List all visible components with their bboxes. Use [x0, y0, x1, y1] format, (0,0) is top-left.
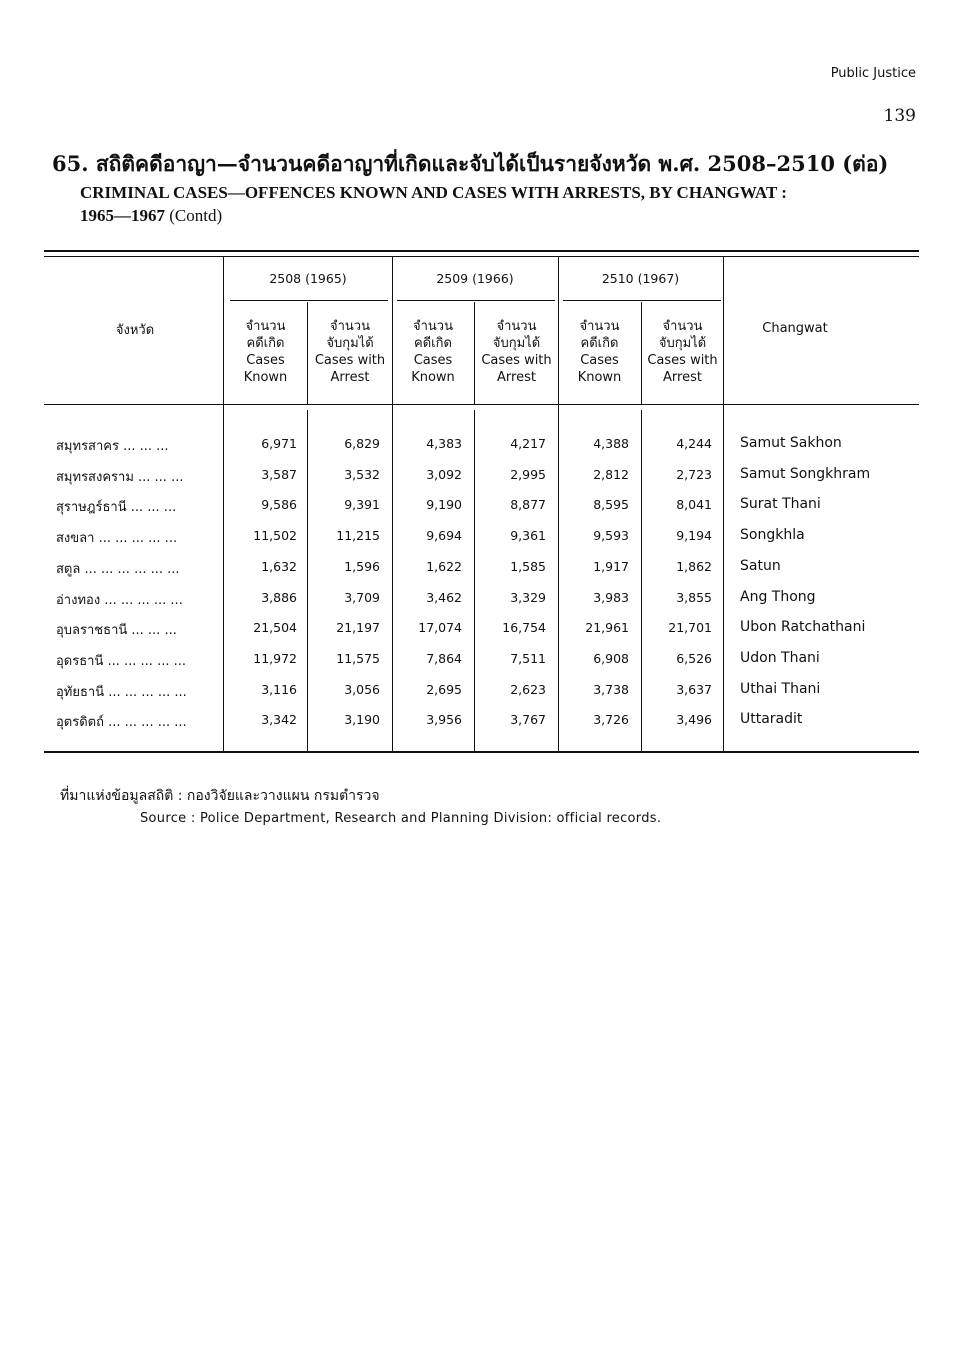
value-cell: 4,388	[593, 436, 629, 451]
header-known-en-2: Known	[411, 370, 455, 385]
value-cell: 3,956	[426, 712, 462, 727]
header-arrest-en-1: Cases with	[481, 353, 552, 368]
value-cell: 2,623	[510, 682, 546, 697]
value-cell: 6,908	[593, 651, 629, 666]
province-thai: อุบลราชธานี ... ... ...	[56, 623, 177, 638]
value-cell: 6,526	[676, 651, 712, 666]
value-cell: 3,983	[593, 590, 629, 605]
header-arrest-thai-2: จับกุมได้	[326, 336, 374, 351]
province-thai: อุทัยธานี ... ... ... ... ...	[56, 685, 187, 700]
title-english-years: 1965—1967	[80, 206, 165, 225]
province-english: Surat Thani	[740, 496, 821, 512]
value-cell: 9,361	[510, 528, 546, 543]
province-english: Udon Thani	[740, 650, 820, 666]
value-cell: 8,877	[510, 497, 546, 512]
value-cell: 11,215	[336, 528, 380, 543]
value-cell: 3,738	[593, 682, 629, 697]
province-english: Ubon Ratchathani	[740, 619, 866, 635]
header-year-2509: 2509 (1966)	[436, 271, 514, 286]
value-cell: 1,596	[344, 559, 380, 574]
value-cell: 17,074	[418, 620, 462, 635]
value-cell: 3,462	[426, 590, 462, 605]
value-cell: 9,593	[593, 528, 629, 543]
header-province-en: Changwat	[762, 321, 828, 336]
province-thai: อุตรดิตถ์ ... ... ... ... ...	[56, 715, 187, 730]
header-arrest-en-1: Cases with	[314, 353, 386, 368]
header-known-thai-1: จำนวน	[579, 319, 620, 334]
header-year-2508: 2508 (1965)	[269, 271, 347, 286]
header-cases-known	[224, 318, 307, 386]
value-cell: 11,502	[253, 528, 297, 543]
province-english: Songkhla	[740, 527, 805, 543]
header-bottom-rule	[44, 404, 919, 405]
header-arrest-thai-1: จำนวน	[330, 319, 370, 334]
value-cell: 9,194	[676, 528, 712, 543]
province-thai: สมุทรสงคราม ... ... ...	[56, 470, 184, 485]
title-english-line1: CRIMINAL CASES—OFFENCES KNOWN AND CASES WITH ARRESTS, BY CHANGWAT :	[80, 183, 787, 202]
header-known-en-1: Cases	[246, 353, 285, 368]
header-known-thai-2: คดีเกิด	[246, 336, 285, 351]
value-cell: 3,496	[676, 712, 712, 727]
value-cell: 9,190	[426, 497, 462, 512]
value-cell: 1,632	[261, 559, 297, 574]
header-known-en-1: Cases	[413, 353, 453, 368]
header-cases-arrest	[642, 318, 723, 386]
source-thai: ที่มาแห่งข้อมูลสถิติ : กองวิจัยและวางแผน กรมตำรวจ	[60, 788, 380, 804]
header-arrest-thai-2: จับกุมได้	[658, 336, 707, 351]
value-cell: 8,041	[676, 497, 712, 512]
value-cell: 6,971	[261, 436, 297, 451]
value-cell: 21,197	[336, 620, 380, 635]
year-rule-2	[397, 300, 555, 301]
header-cases-known	[558, 318, 641, 386]
value-cell: 1,622	[426, 559, 462, 574]
value-cell: 9,391	[344, 497, 380, 512]
province-english: Samut Sakhon	[740, 435, 842, 451]
source-english: Source : Police Department, Research and Planning Division: official records.	[140, 811, 662, 826]
province-thai: อ่างทอง ... ... ... ... ...	[56, 593, 183, 608]
province-english: Satun	[740, 558, 781, 574]
value-cell: 3,587	[261, 467, 297, 482]
value-cell: 7,864	[426, 651, 462, 666]
table-title-english	[80, 181, 900, 227]
value-cell: 9,694	[426, 528, 462, 543]
sub-column-divider	[474, 410, 475, 752]
header-known-thai-1: จำนวน	[413, 319, 453, 334]
header-arrest-thai-1: จำนวน	[662, 319, 703, 334]
value-cell: 4,383	[426, 436, 462, 451]
value-cell: 3,532	[344, 467, 380, 482]
header-arrest-en-1: Cases with	[647, 353, 718, 368]
value-cell: 2,723	[676, 467, 712, 482]
header-year-2510: 2510 (1967)	[601, 271, 680, 286]
year-rule-1	[230, 300, 388, 301]
province-english: Uttaradit	[740, 711, 803, 727]
value-cell: 4,244	[676, 436, 712, 451]
value-cell: 3,855	[676, 590, 712, 605]
header-known-thai-1: จำนวน	[245, 319, 286, 334]
value-cell: 4,217	[510, 436, 546, 451]
value-cell: 11,575	[336, 651, 380, 666]
value-cell: 21,961	[585, 620, 629, 635]
value-cell: 3,190	[344, 712, 380, 727]
value-cell: 3,329	[510, 590, 546, 605]
province-english: Samut Songkhram	[740, 466, 871, 482]
table-top-rule	[44, 250, 919, 252]
value-cell: 21,504	[253, 620, 297, 635]
value-cell: 21,701	[668, 620, 712, 635]
value-cell: 9,586	[261, 497, 297, 512]
header-known-thai-2: คดีเกิด	[414, 336, 452, 351]
header-known-en-1: Cases	[580, 353, 619, 368]
value-cell: 2,695	[426, 682, 462, 697]
header-arrest-en-2: Arrest	[497, 370, 536, 385]
header-arrest-thai-2: จับกุมได้	[492, 336, 541, 351]
header-arrest-thai-1: จำนวน	[496, 319, 537, 334]
value-cell: 3,637	[676, 682, 712, 697]
header-province-thai: จังหวัด	[115, 323, 155, 338]
value-cell: 3,709	[344, 590, 380, 605]
value-cell: 3,767	[510, 712, 546, 727]
header-arrest-en-2: Arrest	[330, 370, 370, 385]
sub-column-divider	[307, 410, 308, 752]
year-rule-3	[563, 300, 721, 301]
value-cell: 3,056	[344, 682, 380, 697]
province-thai: สตูล ... ... ... ... ... ...	[56, 562, 180, 577]
header-cases-known	[392, 318, 474, 386]
value-cell: 1,917	[593, 559, 629, 574]
province-english: Uthai Thani	[740, 681, 821, 697]
table-bottom-rule	[44, 751, 919, 753]
value-cell: 11,972	[253, 651, 297, 666]
title-english-contd: (Contd)	[169, 206, 223, 225]
value-cell: 16,754	[502, 620, 546, 635]
table-title-thai: 65. สถิติคดีอาญา—จำนวนคดีอาญาที่เกิดและจับได้เป็นรายจังหวัด พ.ศ. 2508–2510 (ต่อ)	[52, 151, 889, 176]
province-thai: สงขลา ... ... ... ... ...	[56, 531, 178, 546]
value-cell: 2,995	[510, 467, 546, 482]
value-cell: 7,511	[510, 651, 546, 666]
province-thai: สุราษฎร์ธานี ... ... ...	[56, 500, 177, 515]
value-cell: 2,812	[593, 467, 629, 482]
value-cell: 3,342	[261, 712, 297, 727]
column-divider	[723, 256, 724, 752]
value-cell: 3,092	[426, 467, 462, 482]
province-thai: สมุทรสาคร ... ... ...	[56, 439, 169, 454]
province-english: Ang Thong	[740, 589, 816, 605]
header-arrest-en-2: Arrest	[663, 370, 702, 385]
header-known-thai-2: คดีเกิด	[580, 336, 619, 351]
value-cell: 6,829	[344, 436, 380, 451]
sub-column-divider	[641, 410, 642, 752]
header-known-en-2: Known	[243, 370, 288, 385]
value-cell: 3,886	[261, 590, 297, 605]
value-cell: 1,862	[676, 559, 712, 574]
table-top-rule-thin	[44, 256, 919, 257]
header-known-en-2: Known	[577, 370, 622, 385]
section-label: Public Justice	[830, 66, 916, 81]
value-cell: 8,595	[593, 497, 629, 512]
value-cell: 1,585	[510, 559, 546, 574]
value-cell: 3,116	[261, 682, 297, 697]
header-cases-arrest	[475, 318, 558, 386]
province-thai: อุดรธานี ... ... ... ... ...	[56, 654, 186, 669]
page-number: 139	[883, 106, 916, 126]
value-cell: 3,726	[593, 712, 629, 727]
header-cases-arrest	[308, 318, 392, 386]
